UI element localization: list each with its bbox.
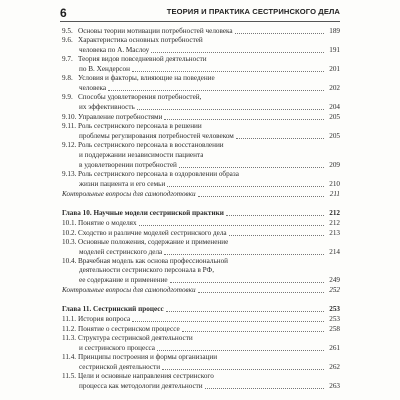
dot-leader — [108, 83, 324, 91]
control-questions-title: Контрольные вопросы для самоподготовки — [62, 189, 196, 198]
toc-entry-number: 11.4. — [62, 353, 77, 362]
toc-entry-number: 10.4. — [62, 256, 77, 265]
toc-entry-continuation — [62, 381, 340, 391]
toc-entry-number: 9.6. — [62, 36, 73, 44]
dot-leader — [164, 247, 324, 255]
running-title: ТЕОРИЯ И ПРАКТИКА СЕСТРИНСКОГО ДЕЛА — [166, 7, 340, 16]
dot-leader — [132, 314, 324, 322]
toc-entry — [62, 353, 340, 362]
toc-entry-title: Роль сестринского персонала в восстановлении — [78, 141, 224, 150]
toc-entry — [62, 36, 340, 45]
toc-entry — [62, 26, 340, 36]
chapter-10-page: 212 — [329, 208, 340, 217]
toc-entry — [62, 55, 340, 64]
toc-entry-title: моделей сестринского дела — [79, 247, 163, 256]
toc-entry — [62, 122, 340, 131]
toc-entry-title: и сестринского процесса — [79, 344, 155, 353]
toc-entry — [62, 170, 340, 179]
dot-leader — [198, 189, 324, 197]
toc-entry-title: их эффективность — [79, 103, 135, 112]
toc-entry-title: Сходство и различие моделей сестринского дела — [78, 228, 227, 237]
toc-entry-number: 9.5. — [62, 26, 73, 35]
toc-entry-title: Характеристика основных потребностей — [78, 36, 203, 44]
toc-entry-continuation — [62, 179, 340, 189]
dot-leader — [170, 275, 324, 283]
toc-entry-continuation — [62, 160, 340, 170]
toc-entry-number: 10.3. — [62, 237, 77, 246]
toc-entry-title: Понятие о моделях — [78, 218, 137, 227]
toc-entry — [62, 93, 340, 102]
toc-entry-page: 205 — [329, 132, 340, 141]
toc-entry-title: в удовлетворении потребностей — [79, 160, 177, 169]
dot-leader — [182, 324, 324, 332]
toc-entry-number: 11.1. — [62, 314, 77, 323]
toc-entry-continuation — [62, 102, 340, 112]
toc-entry-title: жизни пациента и его семьи — [79, 179, 166, 188]
toc-entry — [62, 238, 340, 247]
dot-leader — [198, 285, 324, 293]
control-questions-entry — [62, 189, 340, 199]
toc-entry-continuation — [62, 64, 340, 74]
toc-entry-page: 262 — [329, 363, 340, 372]
toc-entry-continuation — [62, 151, 340, 160]
page-number: 6 — [60, 6, 67, 20]
toc-entry-title: деятельности сестринского персонала в РФ, — [79, 265, 214, 274]
chapter-11-title: Глава 11. Сестринский процесс — [62, 304, 164, 313]
control-questions-entry — [62, 285, 340, 295]
toc-entry-number: 9.10. — [62, 113, 77, 122]
toc-entry-continuation — [62, 131, 340, 141]
toc-entry-page: 263 — [329, 382, 340, 391]
toc-entry-page: 261 — [329, 344, 340, 353]
dot-leader — [226, 208, 324, 216]
toc-entry-title: процесса как методологии деятельности — [79, 382, 203, 391]
toc-entry — [62, 112, 340, 122]
control-questions-title: Контрольные вопросы для самоподготовки — [62, 285, 196, 294]
toc-entry-continuation — [62, 362, 340, 372]
toc-entry-title: Управление потребностями — [78, 113, 163, 122]
dot-leader — [162, 362, 324, 370]
toc-entry-page: 258 — [329, 324, 340, 333]
toc-entry-number: 10.2. — [62, 228, 77, 237]
toc-entry-title: Врачебная модель как основа профессиональной — [78, 256, 229, 265]
toc-entry — [62, 141, 340, 150]
toc-entry-page: 191 — [329, 46, 340, 54]
toc-entry-title: Роль сестринского персонала в оздоровлении образа — [78, 169, 239, 178]
toc-entry-page: 201 — [329, 65, 340, 74]
dot-leader — [132, 64, 324, 72]
toc-entry — [62, 74, 340, 83]
toc-entry — [62, 228, 340, 238]
toc-entry-title: Основные положения, содержание и применение — [78, 237, 229, 246]
toc-entry-page: 210 — [329, 179, 340, 188]
dot-leader — [179, 160, 324, 168]
toc-entry-title: сестринской деятельности — [79, 363, 161, 372]
toc-entry-title: Способы удовлетворения потребностей, — [78, 93, 202, 102]
toc-entry-title: ее содержание и применение — [79, 275, 168, 284]
toc-entry-page: 209 — [329, 160, 340, 169]
toc-entry — [62, 257, 340, 266]
toc-entry — [62, 324, 340, 334]
toc-entry-title: Основы теории мотивации потребностей человека — [78, 26, 233, 35]
toc-entry-page: 213 — [329, 228, 340, 237]
toc-entry-number: 10.1. — [62, 218, 77, 227]
dot-leader — [151, 45, 324, 53]
dot-leader — [164, 112, 324, 120]
toc-entry-number: 9.9. — [62, 93, 73, 102]
control-questions-page: 211 — [329, 189, 340, 198]
toc-entry-page: 212 — [329, 218, 340, 227]
toc-entry — [62, 314, 340, 324]
control-questions-page: 252 — [329, 285, 340, 294]
toc-section-9 — [62, 26, 340, 189]
dot-leader — [139, 218, 324, 226]
header-rule — [60, 21, 340, 22]
chapter-10-heading — [62, 208, 340, 218]
toc-entry-number: 9.7. — [62, 55, 73, 64]
dot-leader — [157, 343, 324, 351]
toc-entry-title: История вопроса — [78, 314, 131, 323]
dot-leader — [236, 131, 324, 139]
table-of-contents — [62, 26, 340, 391]
toc-entry-page: 249 — [329, 275, 340, 284]
toc-entry-title: и поддержании независимости пациента — [79, 150, 204, 159]
toc-entry — [62, 334, 340, 343]
toc-entry-number: 9.11. — [62, 122, 77, 131]
toc-entry-continuation — [62, 247, 340, 257]
toc-entry-page: 204 — [329, 103, 340, 112]
toc-entry-number: 9.13. — [62, 169, 77, 178]
toc-entry-continuation — [62, 45, 340, 55]
toc-entry-number: 11.3. — [62, 334, 77, 343]
toc-entry-title: человека — [79, 84, 107, 93]
toc-entry-title: по В. Хендерсон — [79, 65, 130, 74]
toc-entry-number: 9.12. — [62, 141, 77, 150]
dot-leader — [235, 26, 324, 34]
dot-leader — [137, 102, 324, 110]
toc-entry-title: Структура сестринской деятельности — [78, 334, 193, 343]
toc-entry-page: 214 — [329, 247, 340, 256]
toc-entry-title: Понятие о сестринском процессе — [78, 324, 180, 333]
toc-entry — [62, 372, 340, 381]
toc-entry-page: 253 — [329, 314, 340, 323]
toc-entry-title: проблемы регулирования потребностей человеком — [79, 132, 234, 141]
chapter-11-page: 253 — [329, 304, 340, 313]
toc-entry-title: Теория видов повседневной деятельности — [78, 55, 207, 64]
toc-entry-title: Цели и основные направления сестринского — [78, 372, 214, 381]
dot-leader — [205, 381, 324, 389]
dot-leader — [229, 228, 324, 236]
dot-leader — [166, 304, 324, 312]
toc-entry-number: 11.2. — [62, 324, 77, 333]
toc-entry-number: 9.8. — [62, 74, 73, 83]
toc-entry-continuation — [62, 83, 340, 93]
toc-entry-page: 189 — [329, 26, 340, 35]
dot-leader — [167, 179, 324, 187]
chapter-10-title: Глава 10. Научные модели сестринской практики — [62, 208, 224, 217]
page-header — [60, 4, 340, 24]
toc-entry-title: человека по А. Маслоу — [79, 46, 150, 54]
toc-entry-title: Условия и факторы, влияющие на поведение — [78, 74, 215, 83]
toc-section-11 — [62, 314, 340, 391]
toc-entry-page: 202 — [329, 84, 340, 93]
toc-entry-page: 205 — [329, 113, 340, 122]
toc-entry-title: Роль сестринского персонала в решении — [78, 122, 202, 131]
toc-entry-continuation — [62, 343, 340, 353]
toc-section-10 — [62, 218, 340, 285]
toc-entry-continuation — [62, 275, 340, 285]
toc-entry-number: 11.5. — [62, 372, 77, 381]
chapter-11-heading — [62, 304, 340, 314]
toc-entry-title: Принципы построения и формы организации — [78, 353, 218, 362]
toc-entry — [62, 218, 340, 228]
toc-entry-continuation — [62, 266, 340, 275]
